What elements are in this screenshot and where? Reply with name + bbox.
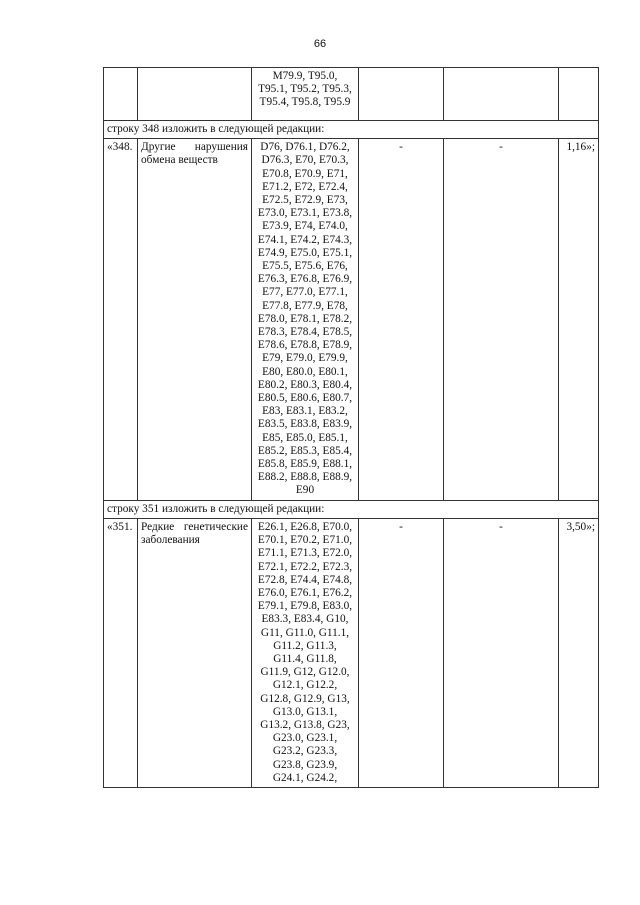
code-line: E72.5, E72.9, E73, xyxy=(262,194,348,207)
code-line: D76.3, E70, E70.3, xyxy=(261,154,349,167)
cell-col4-empty xyxy=(359,68,444,121)
code-line: G24.1, G24.2, xyxy=(272,771,338,784)
page-number: 66 xyxy=(313,38,327,50)
cell-col5: - xyxy=(444,518,559,787)
code-line: E73.0, E73.1, E73.8, xyxy=(257,207,353,220)
code-line: E70.1, E70.2, E71.0, xyxy=(257,534,353,547)
code-line: E26.1, E26.8, E70.0, xyxy=(257,520,353,533)
code-line: E76.0, E76.1, E76.2, xyxy=(257,586,353,599)
code-line: G11.2, G11.3, xyxy=(273,639,337,652)
code-line: G23.0, G23.1, xyxy=(272,732,338,745)
code-line: E85.8, E85.9, E88.1, xyxy=(257,458,353,471)
code-line: E80.2, E80.3, E80.4, xyxy=(257,378,353,391)
code-line: E72.8, E74.4, E74.8, xyxy=(257,573,353,586)
row-name: Другие нарушения обмена веществ xyxy=(138,139,252,500)
cell-col5-empty xyxy=(444,68,559,121)
code-line: E71.1, E71.3, E72.0, xyxy=(257,547,353,560)
code-line: E88.2, E88.8, E88.9, xyxy=(257,471,353,484)
code-line: E75.5, E75.6, E76, xyxy=(262,260,348,273)
cell-name-empty xyxy=(138,68,252,121)
cell-col4: - xyxy=(359,139,444,500)
code-line: E74.9, E75.0, E75.1, xyxy=(257,246,353,259)
instruction-row-351 xyxy=(104,500,599,518)
code-line: T95.4, T95.8, T95.9 xyxy=(259,96,351,109)
cell-codes xyxy=(252,518,359,787)
code-line: G13.0, G13.1, xyxy=(272,705,338,718)
cell-codes xyxy=(252,68,359,121)
cell-coef-empty xyxy=(559,68,599,121)
table-row-348 xyxy=(104,139,599,500)
cell-col4: - xyxy=(359,518,444,787)
code-line: E77, E77.0, E77.1, xyxy=(262,286,348,299)
row-name: Редкие генетические заболевания xyxy=(138,518,252,787)
cell-coefficient: 1,16»; xyxy=(559,139,599,500)
cell-codes xyxy=(252,139,359,500)
code-line: G23.2, G23.3, xyxy=(272,745,338,758)
code-line: M79.9, T95.0, xyxy=(272,70,338,82)
code-line: G13.2, G13.8, G23, xyxy=(260,718,350,731)
code-line: E90 xyxy=(295,484,315,497)
cell-coefficient: 3,50»; xyxy=(559,518,599,787)
code-line: E85.2, E85.3, E85.4, xyxy=(257,444,353,457)
code-line: E71.2, E72, E72.4, xyxy=(262,180,348,193)
code-line: E83.5, E83.8, E83.9, xyxy=(257,418,353,431)
code-line: E78.6, E78.8, E78.9, xyxy=(257,339,353,352)
table-row-continued xyxy=(104,68,599,121)
code-line: E83.3, E83.4, G10, xyxy=(261,613,349,626)
code-line: D76, D76.1, D76.2, xyxy=(260,141,350,154)
code-line: E79, E79.0, E79.9, xyxy=(262,352,348,365)
code-line: E80, E80.0, E80.1, xyxy=(262,365,348,378)
code-line: E79.1, E79.8, E83.0, xyxy=(257,600,353,613)
code-line: E80.5, E80.6, E80.7, xyxy=(257,392,353,405)
instruction-text: строку 348 изложить в следующей редакции: xyxy=(104,121,599,139)
code-line: G11.9, G12, G12.0, xyxy=(260,666,350,679)
instruction-text: строку 351 изложить в следующей редакции: xyxy=(104,500,599,518)
code-line: E74.1, E74.2, E74.3, xyxy=(257,233,353,246)
instruction-row-348 xyxy=(104,121,599,139)
code-line: G11, G11.0, G11.1, xyxy=(260,626,350,639)
code-line: G12.8, G12.9, G13, xyxy=(260,692,350,705)
code-line: G23.8, G23.9, xyxy=(272,758,338,771)
code-line: E76.3, E76.8, E76.9, xyxy=(257,273,353,286)
code-line: E78.0, E78.1, E78.2, xyxy=(257,312,353,325)
code-line: E78.3, E78.4, E78.5, xyxy=(257,326,353,339)
cell-col5: - xyxy=(444,139,559,500)
table-row-351 xyxy=(104,518,599,787)
code-line: E83, E83.1, E83.2, xyxy=(262,405,348,418)
code-line: E70.8, E70.9, E71, xyxy=(262,167,348,180)
cell-num-empty xyxy=(104,68,138,121)
code-line: E73.9, E74, E74.0, xyxy=(262,220,348,233)
row-number: «348. xyxy=(104,139,138,500)
code-line: E77.8, E77.9, E78, xyxy=(262,299,348,312)
code-line: E72.1, E72.2, E72.3, xyxy=(257,560,353,573)
code-line: G11.4, G11.8, xyxy=(273,652,337,665)
code-line: E85, E85.0, E85.1, xyxy=(262,431,348,444)
row-number: «351. xyxy=(104,518,138,787)
code-line: T95.1, T95.2, T95.3, xyxy=(258,83,352,96)
tariff-table xyxy=(103,67,599,788)
code-line: G12.1, G12.2, xyxy=(272,679,338,692)
